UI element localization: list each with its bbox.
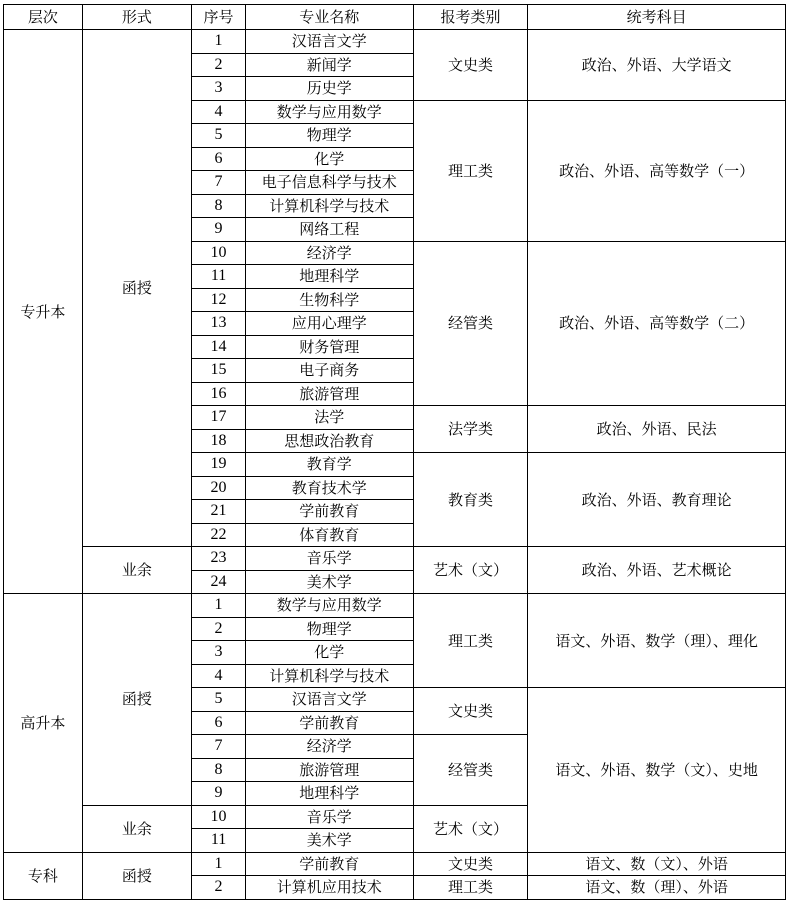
major-cell: 电子商务	[245, 359, 413, 383]
subjects-cell: 语文、外语、数学（理）、理化	[528, 594, 786, 688]
subjects-cell: 政治、外语、高等数学（二）	[528, 241, 786, 406]
header-row	[4, 5, 786, 30]
number-cell: 5	[192, 688, 246, 712]
major-cell: 历史学	[245, 77, 413, 101]
major-cell: 计算机科学与技术	[245, 664, 413, 688]
number-cell: 3	[192, 641, 246, 665]
category-cell: 经管类	[413, 735, 528, 806]
number-cell: 18	[192, 429, 246, 453]
number-cell: 1	[192, 852, 246, 876]
header-form: 形式	[82, 5, 191, 30]
major-cell: 旅游管理	[245, 758, 413, 782]
number-cell: 12	[192, 288, 246, 312]
major-cell: 教育学	[245, 453, 413, 477]
form-cell: 业余	[82, 805, 191, 852]
form-cell: 函授	[82, 594, 191, 806]
major-cell: 电子信息科学与技术	[245, 171, 413, 195]
table-body	[4, 30, 786, 900]
major-cell: 网络工程	[245, 218, 413, 242]
number-cell: 7	[192, 735, 246, 759]
number-cell: 16	[192, 382, 246, 406]
number-cell: 21	[192, 500, 246, 524]
subjects-cell: 政治、外语、高等数学（一）	[528, 100, 786, 241]
category-cell: 法学类	[413, 406, 528, 453]
major-cell: 教育技术学	[245, 476, 413, 500]
number-cell: 2	[192, 53, 246, 77]
category-cell: 理工类	[413, 876, 528, 900]
number-cell: 9	[192, 218, 246, 242]
number-cell: 5	[192, 124, 246, 148]
major-cell: 应用心理学	[245, 312, 413, 336]
number-cell: 19	[192, 453, 246, 477]
major-cell: 计算机科学与技术	[245, 194, 413, 218]
major-cell: 财务管理	[245, 335, 413, 359]
major-cell: 化学	[245, 641, 413, 665]
major-cell: 汉语言文学	[245, 30, 413, 54]
number-cell: 4	[192, 100, 246, 124]
number-cell: 22	[192, 523, 246, 547]
level-cell: 高升本	[4, 594, 83, 853]
major-cell: 地理科学	[245, 782, 413, 806]
subjects-cell: 政治、外语、民法	[528, 406, 786, 453]
major-cell: 学前教育	[245, 500, 413, 524]
subjects-cell: 语文、数（理）、外语	[528, 876, 786, 900]
table-row	[4, 852, 786, 876]
category-cell: 理工类	[413, 100, 528, 241]
category-cell: 教育类	[413, 453, 528, 547]
number-cell: 6	[192, 147, 246, 171]
major-cell: 经济学	[245, 735, 413, 759]
category-cell: 艺术（文）	[413, 547, 528, 594]
major-cell: 思想政治教育	[245, 429, 413, 453]
major-cell: 物理学	[245, 124, 413, 148]
number-cell: 6	[192, 711, 246, 735]
major-cell: 学前教育	[245, 711, 413, 735]
level-cell: 专科	[4, 852, 83, 899]
subjects-cell: 语文、数（文）、外语	[528, 852, 786, 876]
number-cell: 14	[192, 335, 246, 359]
major-cell: 化学	[245, 147, 413, 171]
number-cell: 10	[192, 241, 246, 265]
category-cell: 艺术（文）	[413, 805, 528, 852]
major-cell: 旅游管理	[245, 382, 413, 406]
header-category: 报考类别	[413, 5, 528, 30]
number-cell: 24	[192, 570, 246, 594]
major-cell: 数学与应用数学	[245, 100, 413, 124]
number-cell: 7	[192, 171, 246, 195]
major-cell: 生物科学	[245, 288, 413, 312]
number-cell: 1	[192, 594, 246, 618]
major-cell: 新闻学	[245, 53, 413, 77]
major-cell: 音乐学	[245, 805, 413, 829]
major-cell: 美术学	[245, 829, 413, 853]
number-cell: 8	[192, 194, 246, 218]
header-major: 专业名称	[245, 5, 413, 30]
number-cell: 15	[192, 359, 246, 383]
number-cell: 1	[192, 30, 246, 54]
header-level: 层次	[4, 5, 83, 30]
number-cell: 4	[192, 664, 246, 688]
category-cell: 文史类	[413, 688, 528, 735]
header-number: 序号	[192, 5, 246, 30]
major-cell: 物理学	[245, 617, 413, 641]
subjects-cell: 语文、外语、数学（文）、史地	[528, 688, 786, 853]
table-row	[4, 30, 786, 54]
major-cell: 体育教育	[245, 523, 413, 547]
subjects-cell: 政治、外语、艺术概论	[528, 547, 786, 594]
subjects-cell: 政治、外语、教育理论	[528, 453, 786, 547]
category-cell: 经管类	[413, 241, 528, 406]
category-cell: 文史类	[413, 30, 528, 101]
table-header	[4, 5, 786, 30]
number-cell: 20	[192, 476, 246, 500]
subjects-cell: 政治、外语、大学语文	[528, 30, 786, 101]
number-cell: 13	[192, 312, 246, 336]
major-cell: 美术学	[245, 570, 413, 594]
form-cell: 业余	[82, 547, 191, 594]
major-cell: 计算机应用技术	[245, 876, 413, 900]
major-cell: 音乐学	[245, 547, 413, 571]
table-row	[4, 594, 786, 618]
table-row	[4, 547, 786, 571]
number-cell: 2	[192, 617, 246, 641]
major-cell: 数学与应用数学	[245, 594, 413, 618]
header-subjects: 统考科目	[528, 5, 786, 30]
category-cell: 文史类	[413, 852, 528, 876]
major-cell: 汉语言文学	[245, 688, 413, 712]
number-cell: 8	[192, 758, 246, 782]
number-cell: 11	[192, 265, 246, 289]
number-cell: 10	[192, 805, 246, 829]
major-cell: 地理科学	[245, 265, 413, 289]
number-cell: 17	[192, 406, 246, 430]
level-cell: 专升本	[4, 30, 83, 594]
number-cell: 9	[192, 782, 246, 806]
enrollment-majors-table	[3, 4, 786, 900]
number-cell: 3	[192, 77, 246, 101]
form-cell: 函授	[82, 852, 191, 899]
category-cell: 理工类	[413, 594, 528, 688]
number-cell: 23	[192, 547, 246, 571]
number-cell: 11	[192, 829, 246, 853]
major-cell: 法学	[245, 406, 413, 430]
major-cell: 学前教育	[245, 852, 413, 876]
major-cell: 经济学	[245, 241, 413, 265]
form-cell: 函授	[82, 30, 191, 547]
number-cell: 2	[192, 876, 246, 900]
